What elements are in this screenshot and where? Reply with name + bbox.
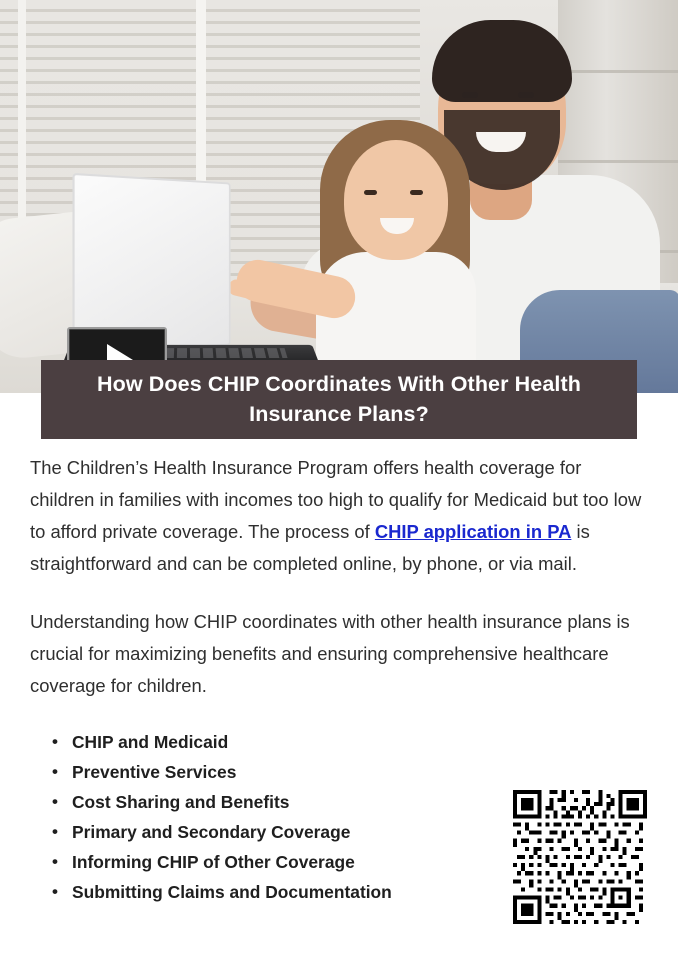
list-item: • Primary and Secondary Coverage (52, 818, 650, 848)
page-title: How Does CHIP Coordinates With Other Health Insurance Plans? (97, 372, 581, 426)
shelf-line (558, 70, 678, 73)
paragraph-1 (30, 452, 650, 580)
list-item: • Preventive Services (52, 758, 650, 788)
girl-eye-right (410, 190, 423, 195)
chip-application-link[interactable]: CHIP application in PA (374, 521, 572, 543)
title-banner (41, 360, 637, 439)
girl-face (344, 140, 448, 260)
paragraph-1-text-after-link: is straightforward and can be completed online, by phone, or via mail. (30, 521, 590, 575)
shelf-line (558, 160, 678, 163)
man-eye-left (462, 92, 478, 98)
list-item: • Submitting Claims and Documentation (52, 878, 650, 908)
paragraph-1-text-before-link: The Children’s Health Insurance Program offers health coverage for children in families with incomes too high to qualify for Medicaid but too low to afford private coverage. The process of (30, 457, 642, 543)
girl-eye-left (364, 190, 377, 195)
man-eye-right (518, 92, 534, 98)
list-item: • Cost Sharing and Benefits (52, 788, 650, 818)
list-item: • CHIP and Medicaid (52, 728, 650, 758)
hero-image (0, 0, 678, 393)
list-item: • Informing CHIP of Other Coverage (52, 848, 650, 878)
qr-code[interactable] (513, 790, 647, 924)
paragraph-2: Understanding how CHIP coordinates with other health insurance plans is crucial for maximizing benefits and ensuring comprehensive healthcare coverage for children. (30, 611, 630, 697)
